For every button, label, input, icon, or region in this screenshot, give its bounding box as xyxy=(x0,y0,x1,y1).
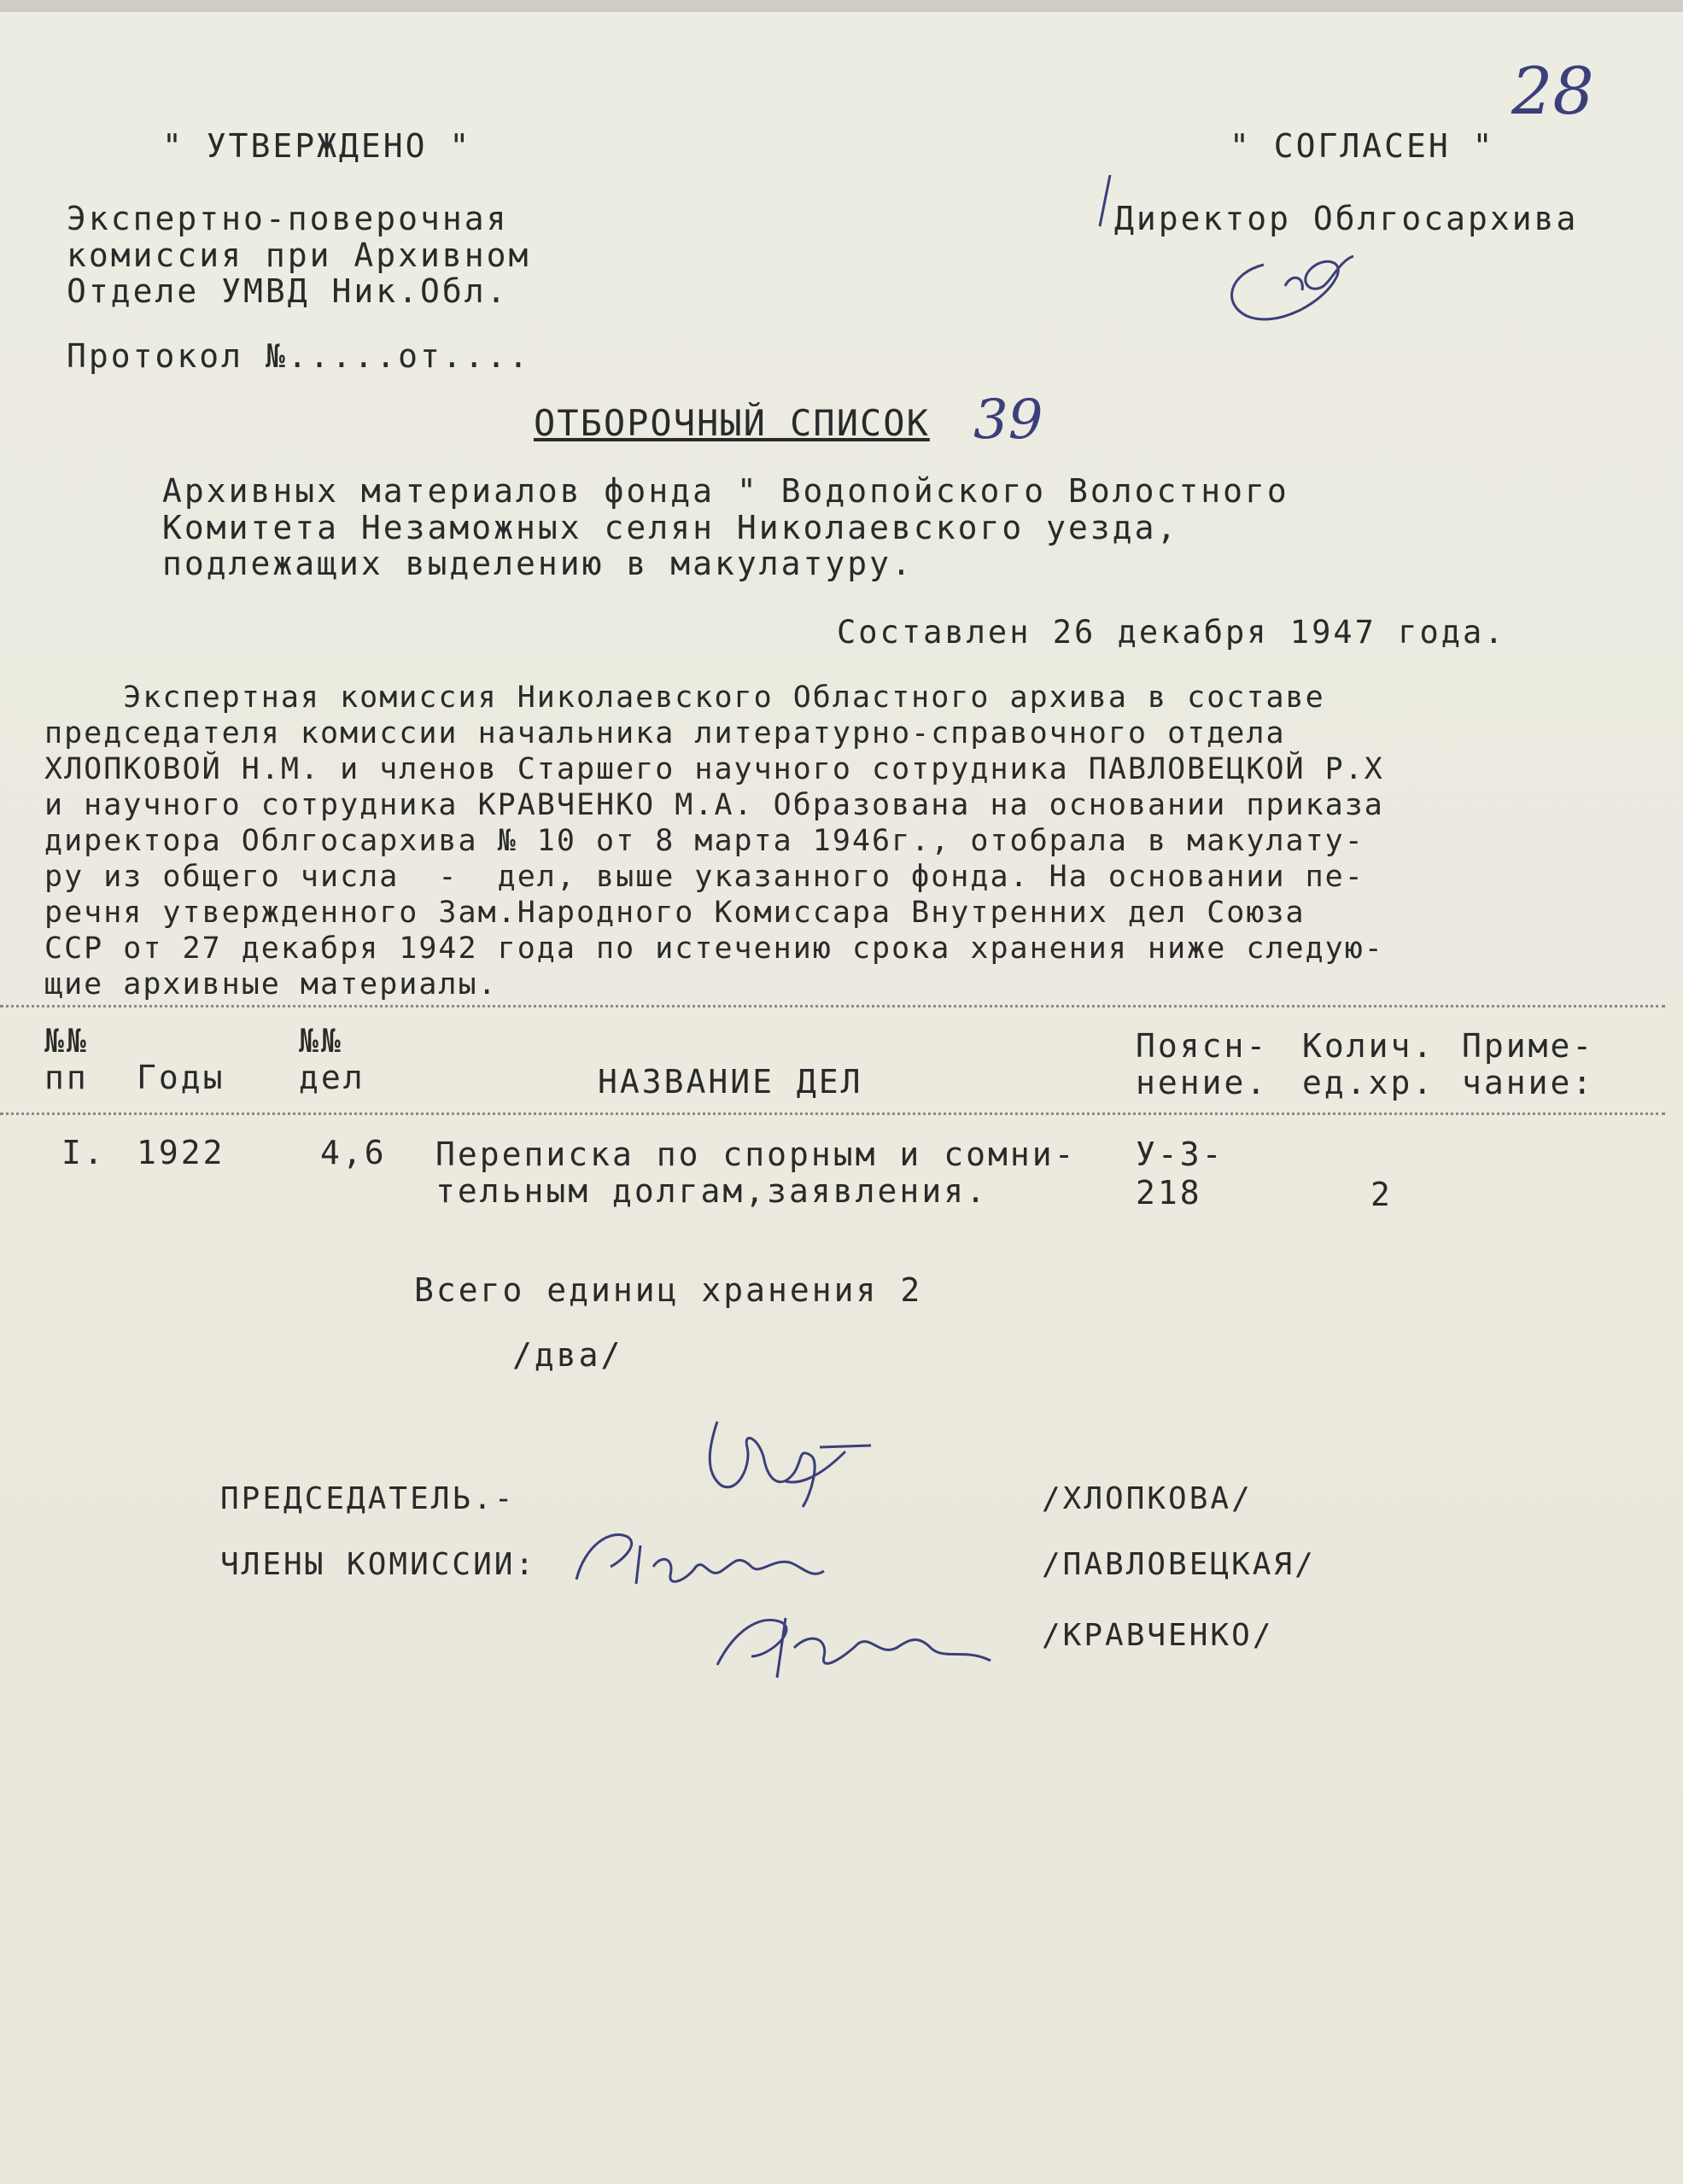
approved-line-1: Экспертно-поверочная xyxy=(67,200,509,237)
member-signature-2 xyxy=(700,1597,1008,1691)
members-label: ЧЛЕНЫ КОМИССИИ: xyxy=(220,1547,537,1582)
row-name-1: Переписка по спорным и сомни- xyxy=(435,1136,1077,1173)
subtitle-line-2: Комитета Незаможных селян Николаевского уезда, xyxy=(162,509,1179,546)
hdr-num-1: №№ xyxy=(44,1022,89,1060)
list-number: 39 xyxy=(973,388,1043,452)
table-top-rule xyxy=(0,1005,1665,1007)
hdr-case-2: дел xyxy=(299,1059,365,1096)
row-name-2: тельным долгам,заявления. xyxy=(435,1172,988,1210)
row-case-num: 4,6 xyxy=(320,1134,387,1171)
subtitle-line-3: подлежащих выделению в макулатуру. xyxy=(162,545,914,582)
name-pavlovetskaya: /ПАВЛОВЕЦКАЯ/ xyxy=(1042,1547,1316,1582)
approved-line-2: комиссия при Архивном xyxy=(67,237,531,274)
agreed-line: Директор Облгосархива xyxy=(1114,200,1579,237)
hdr-name: НАЗВАНИЕ ДЕЛ xyxy=(598,1063,863,1101)
row-num: I. xyxy=(61,1134,106,1171)
body-line-5: директора Облгосархива № 10 от 8 марта 1946г., отобрала в макулату- xyxy=(44,824,1365,858)
compiled-date: Составлен 26 декабря 1947 года. xyxy=(837,614,1506,651)
approved-title: " УТВЕРЖДЕНО " xyxy=(162,127,472,165)
body-line-8: ССР от 27 декабря 1942 года по истечению срока хранения ниже следую- xyxy=(44,931,1384,966)
page-number: 28 xyxy=(1511,53,1594,129)
protocol-line: Протокол №.....от.... xyxy=(67,337,531,375)
body-line-6: ру из общего числа - дел, выше указанного фонда. На основании пе- xyxy=(44,860,1365,894)
hdr-remark-1: Приме- xyxy=(1462,1027,1595,1065)
name-khlopkova: /ХЛОПКОВА/ xyxy=(1042,1481,1253,1516)
hdr-qty-1: Колич. xyxy=(1302,1027,1435,1065)
row-note-1: У-3- xyxy=(1136,1136,1224,1173)
name-kravchenko: /КРАВЧЕНКО/ xyxy=(1042,1618,1274,1653)
hdr-num-2: пп xyxy=(44,1059,89,1096)
chairman-label: ПРЕДСЕДАТЕЛЬ.- xyxy=(220,1481,516,1516)
total-units: Всего единиц хранения 2 xyxy=(414,1271,923,1309)
list-title: ОТБОРОЧНЫЙ СПИСОК xyxy=(534,402,930,444)
body-line-2: председателя комиссии начальника литературно-справочного отдела xyxy=(44,716,1286,750)
body-line-1: Экспертная комиссия Николаевского Областного архива в составе xyxy=(44,680,1325,715)
director-signature xyxy=(1093,175,1383,337)
hdr-qty-2: ед.хр. xyxy=(1302,1064,1435,1101)
hdr-years: Годы xyxy=(137,1059,225,1096)
hdr-note-2: нение. xyxy=(1136,1064,1269,1101)
row-years: 1922 xyxy=(137,1134,225,1171)
hdr-note-1: Поясн- xyxy=(1136,1027,1269,1065)
hdr-case-1: №№ xyxy=(299,1022,343,1060)
body-line-4: и научного сотрудника КРАВЧЕНКО М.А. Образована на основании приказа xyxy=(44,788,1384,822)
row-note-2: 218 xyxy=(1136,1174,1202,1212)
member-signature-1 xyxy=(559,1520,833,1605)
hdr-remark-2: чание: xyxy=(1462,1064,1595,1101)
total-words: /два/ xyxy=(512,1336,623,1374)
row-qty: 2 xyxy=(1370,1176,1393,1213)
scan-edge xyxy=(0,0,1683,12)
subtitle-line-1: Архивных материалов фонда " Водопойского Волостного xyxy=(162,472,1289,510)
body-line-3: ХЛОПКОВОЙ Н.М. и членов Старшего научного сотрудника ПАВЛОВЕЦКОЙ Р.Х xyxy=(44,752,1384,786)
body-line-7: речня утвержденного Зам.Народного Комиссара Внутренних дел Союза xyxy=(44,896,1306,930)
table-header-rule xyxy=(0,1112,1665,1115)
agreed-title: " СОГЛАСЕН " xyxy=(1230,127,1495,165)
approved-line-3: Отделе УМВД Ник.Обл. xyxy=(67,272,509,310)
body-line-9: щие архивные материалы. xyxy=(44,967,498,1001)
chairman-signature xyxy=(675,1413,879,1533)
